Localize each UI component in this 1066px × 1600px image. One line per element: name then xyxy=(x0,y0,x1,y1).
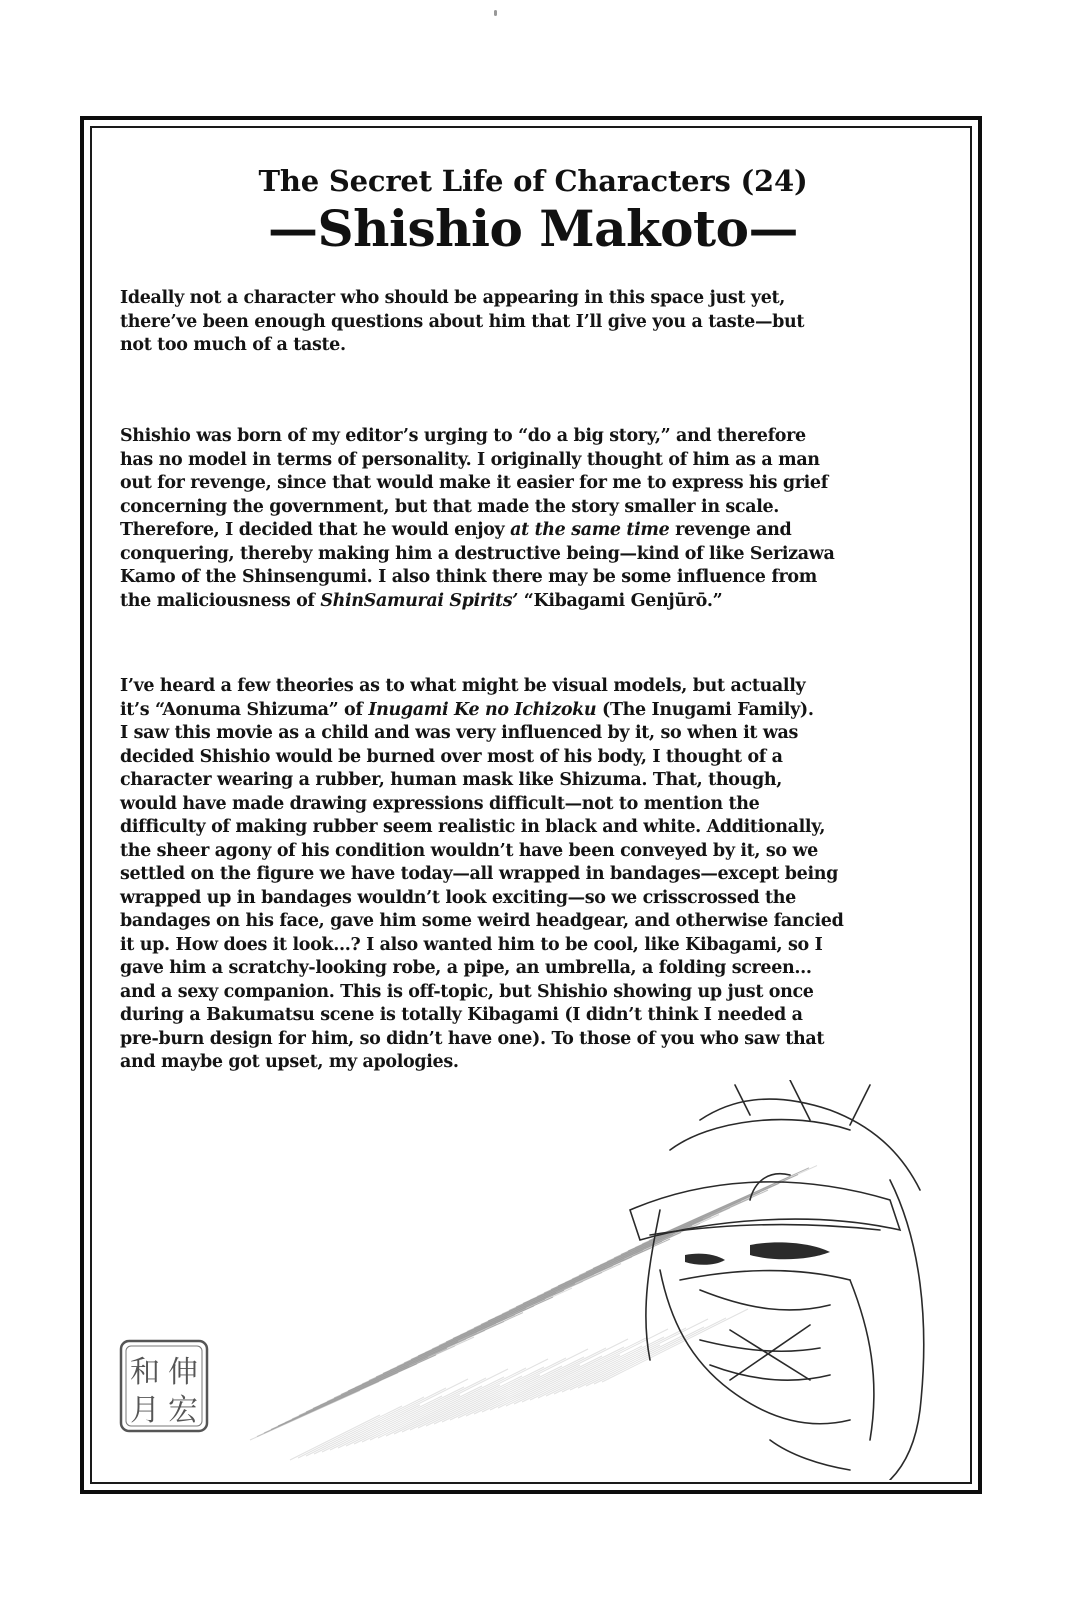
hatch-stroke xyxy=(386,1377,504,1436)
text-line: wrapped up in bandages wouldn’t look exciting—so we crisscrossed the xyxy=(120,887,796,908)
author-seal-stamp xyxy=(118,1338,210,1434)
hatch-stroke xyxy=(562,1319,708,1392)
text-line: it’s “Aonuma Shizuma” of Inugami Ke no Ichizoku (The Inugami Family). xyxy=(120,699,814,720)
svg-text:和: 和 xyxy=(130,1355,160,1390)
text-line: Shishio was born of my editor’s urging to “do a big story,” and therefore xyxy=(120,426,806,446)
text-line: Ideally not a character who should be appearing in this space just yet, xyxy=(120,288,785,308)
character-face-sketch xyxy=(630,1080,924,1480)
text-line: Therefore, I decided that he would enjoy at the same time revenge and xyxy=(120,520,792,540)
text-line: concerning the government, but that made the story smaller in scale. xyxy=(120,496,780,517)
background-hatching xyxy=(250,1166,817,1460)
text-line: it up. How does it look...? I also wanted him to be cool, like Kibagami, so I xyxy=(120,934,823,955)
hatch-stroke xyxy=(546,1337,664,1396)
text-line: settled on the figure we have today—all wrapped in bandages—except being xyxy=(120,864,839,884)
hatch-stroke xyxy=(514,1338,646,1404)
hatch-stroke xyxy=(522,1329,668,1402)
text-line: and a sexy companion. This is off-topic, but Shishio showing up just once xyxy=(120,981,814,1002)
hatch-stroke xyxy=(586,1327,704,1386)
hatch-stroke xyxy=(426,1367,544,1426)
seal-glyphs xyxy=(130,1355,198,1428)
hatch-stroke xyxy=(474,1348,606,1414)
hatch-stroke xyxy=(554,1328,686,1394)
svg-text:伸: 伸 xyxy=(168,1355,198,1390)
text-line: bandages on his face, gave him some weird headgear, and otherwise fancied xyxy=(120,911,844,931)
character-name-heading: —Shishio Makoto— xyxy=(268,199,798,258)
hatch-stroke xyxy=(346,1387,464,1446)
scan-speck xyxy=(494,10,497,16)
text-line: not too much of a taste. xyxy=(120,335,346,355)
text-line: the sheer agony of his condition wouldn’t have been conveyed by it, so we xyxy=(120,840,818,861)
text-line: would have made drawing expressions difficult—not to mention the xyxy=(120,793,760,814)
text-line: pre-burn design for him, so didn’t have one). To those of you who saw that xyxy=(120,1028,825,1049)
hatch-stroke xyxy=(594,1318,726,1384)
shishio-sketch-illustration xyxy=(230,1080,950,1480)
text-line: out for revenge, since that would make it easier for me to express his grief xyxy=(120,473,828,493)
text-line: I’ve heard a few theories as to what might be visual models, but actually xyxy=(120,676,806,696)
hatch-stroke xyxy=(466,1357,584,1416)
text-line: conquering, thereby making him a destructive being—kind of like Serizawa xyxy=(120,543,835,564)
text-line: has no model in terms of personality. I originally thought of him as a man xyxy=(120,449,820,470)
text-line: Kamo of the Shinsengumi. I also think there may be some influence from xyxy=(120,567,817,587)
text-line: difficulty of making rubber seem realistic in black and white. Additionally, xyxy=(120,817,826,837)
hatch-stroke xyxy=(394,1368,526,1434)
text-line: and maybe got upset, my apologies. xyxy=(120,1052,459,1072)
paragraph-intro xyxy=(120,287,958,358)
text-line: gave him a scratchy-looking robe, a pipe, an umbrella, a folding screen... xyxy=(120,958,812,978)
text-line: I saw this movie as a child and was very influenced by it, so when it was xyxy=(120,723,799,743)
text-line: character wearing a rubber, human mask like Shizuma. That, though, xyxy=(120,770,782,790)
text-line: there’ve been enough questions about him that I’ll give you a taste—but xyxy=(120,311,805,332)
italic-title: ShinSamurai Spirits’ xyxy=(320,590,519,611)
italic-title: at the same time xyxy=(510,520,670,540)
paragraph-origin xyxy=(120,425,958,613)
hatch-stroke xyxy=(434,1358,566,1424)
page-title: The Secret Life of Characters (24) xyxy=(258,164,808,198)
text-line: during a Bakumatsu scene is totally Kibagami (I didn’t think I needed a xyxy=(120,1005,803,1025)
hatch-stroke xyxy=(354,1378,486,1444)
paragraph-visual-design xyxy=(120,675,958,1075)
italic-title: Inugami Ke no Ichizoku xyxy=(368,699,597,720)
svg-text:月: 月 xyxy=(130,1393,160,1428)
text-line: decided Shishio would be burned over most of his body, I thought of a xyxy=(120,746,783,767)
eye-shadow xyxy=(685,1242,830,1264)
text-line: the maliciousness of ShinSamurai Spirits’ “Kibagami Genjūrō.” xyxy=(120,590,723,611)
hatch-stroke xyxy=(506,1347,624,1406)
svg-text:宏: 宏 xyxy=(168,1393,198,1428)
